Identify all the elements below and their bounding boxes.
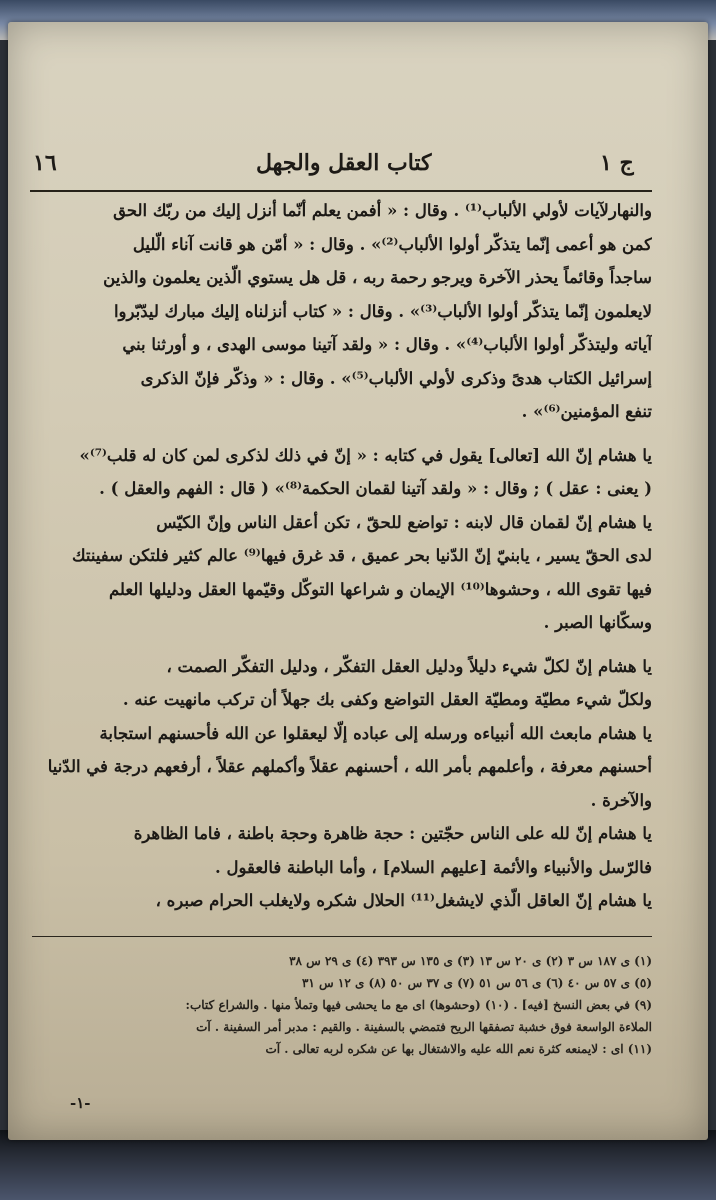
text-line: إسرائيل الكتاب هدىً وذكرى لأولي الألباب⁽⁵⁾» . وقال : « وذكّر فإنّ الذكرى — [140, 368, 652, 388]
paragraph-gap — [32, 640, 652, 650]
text-line: فالرّسل والأنبياء والأئمة [عليهم السلام] ، وأما الباطنة فالعقول . — [214, 857, 652, 877]
text-line: يا هشام إنّ لله على الناس حجّتين : حجة ظاهرة وحجة باطنة ، فاما الظاهرة — [133, 824, 652, 843]
text-line: يا هشام إنّ الله [تعالى] يقول في كتابه : « إنّ في ذلك لذكرى لمن كان له قلب⁽⁷⁾» — [79, 445, 652, 465]
footnote-line: (٩) في بعض النسخ [فيه] . (١٠) (وحشوها) اى مع ما يحشى فيها وتملأ منها . والشراع كتاب: — [185, 998, 652, 1012]
footnote-line: الملاءة الواسعة فوق خشبة تصفقها الريح فتمضي بالسفينة . والقيم : مدبر أمر السفينة . آت — [196, 1020, 652, 1034]
text-line: أحسنهم معرفة ، وأعلمهم بأمر الله ، أحسنهم عقلاً وأكملهم عقلاً ، أرفعهم درجة في الدّنيا — [47, 757, 652, 776]
footnote-line: (١١) اى : لايمنعه كثرة نعم الله عليه والاشتغال بها عن شكره لربه تعالى . آت — [265, 1042, 652, 1056]
running-head-volume: ج ١ — [600, 150, 634, 176]
text-line: تنفع المؤمنين⁽⁶⁾» . — [521, 402, 652, 421]
text-line: والنهارلآيات لأولي الألباب⁽¹⁾ . وقال : « أفمن يعلم أنّما أنزل إليك من ربّك الحق — [113, 201, 652, 220]
page-footer-signature: -١- — [70, 1094, 91, 1112]
text-line: ساجداً وقائماً يحذر الآخرة ويرجو رحمة ربه ، قل هل يستوي الّذين يعلمون والذين — [103, 268, 652, 287]
text-line: يا هشام إنّ لكلّ شيء دليلاً ودليل العقل التفكّر ، ودليل التفكّر الصمت ، — [166, 656, 652, 676]
background-bottom — [0, 1130, 716, 1200]
text-line: لدى الحقّ يسير ، يابنيّ إنّ الدّنيا بحر عميق ، قد غرق فيها⁽⁹⁾ عالم كثير فلتكن سفينتك — [71, 546, 652, 565]
text-line: يا هشام مابعث الله أنبياءه ورسله إلى عباده إلّا ليعقلوا عن الله فأحسنهم استجابة — [99, 723, 652, 743]
footnote-line: (٥) ى ٥٧ س ٤٠ (٦) ى ٥٦ س ٥١ (٧) ى ٣٧ س ٥٠ (٨) ى ١٢ س ٣١ — [301, 976, 652, 990]
paragraph-gap — [32, 429, 652, 439]
footnote-rule — [32, 936, 652, 937]
footnote-line: (١) ى ١٨٧ س ٣ (٢) ى ٢٠ س ١٣ (٣) ى ١٣٥ س ٣٩٣ (٤) ى ٢٩ س ٣٨ — [289, 954, 652, 968]
text-line: يا هشام إنّ العاقل الّذي لايشغل⁽¹¹⁾ الحلال شكره ولايغلب الحرام صبره ، — [155, 891, 652, 910]
text-line: وسكّانها الصبر . — [543, 613, 652, 632]
text-line: آياته وليتذكّر أولوا الألباب⁽⁴⁾» . وقال : « ولقد آتينا موسى الهدى ، و أورثنا بني — [122, 335, 652, 354]
running-head-title: كتاب العقل والجهل — [256, 150, 432, 176]
text-line: ولكلّ شيء مطيّة ومطيّة العقل التواضع وكفى بك جهلاً أن تركب مانهيت عنه . — [122, 690, 652, 709]
text-line: والآخرة . — [590, 790, 652, 810]
footnotes — [32, 950, 652, 1060]
text-line: ( يعنى : عقل ) ; وقال : « ولقد آتينا لقمان الحكمة⁽⁸⁾» ( قال : الفهم والعقل ) . — [99, 479, 652, 498]
text-line: لايعلمون إنّما يتذكّر أولوا الألباب⁽³⁾» . وقال : « كتاب أنزلناه إليك مبارك ليدّبّروا — [113, 301, 652, 321]
main-text — [32, 194, 652, 918]
page-number: ١٦ — [33, 150, 57, 176]
header-rule — [30, 190, 652, 192]
text-line: كمن هو أعمى إنّما يتذكّر أولوا الألباب⁽²⁾» . وقال : « أمّن هو قانت آناء الّليل — [132, 234, 652, 254]
text-line: يا هشام إنّ لقمان قال لابنه : تواضع للحقّ ، تكن أعقل الناس وإنّ الكيّس — [156, 512, 652, 532]
book-page — [8, 22, 708, 1140]
text-line: فيها تقوى الله ، وحشوها⁽¹⁰⁾ الإيمان و شراعها التوكّل وقيّمها العقل ودليلها العلم — [108, 579, 652, 599]
